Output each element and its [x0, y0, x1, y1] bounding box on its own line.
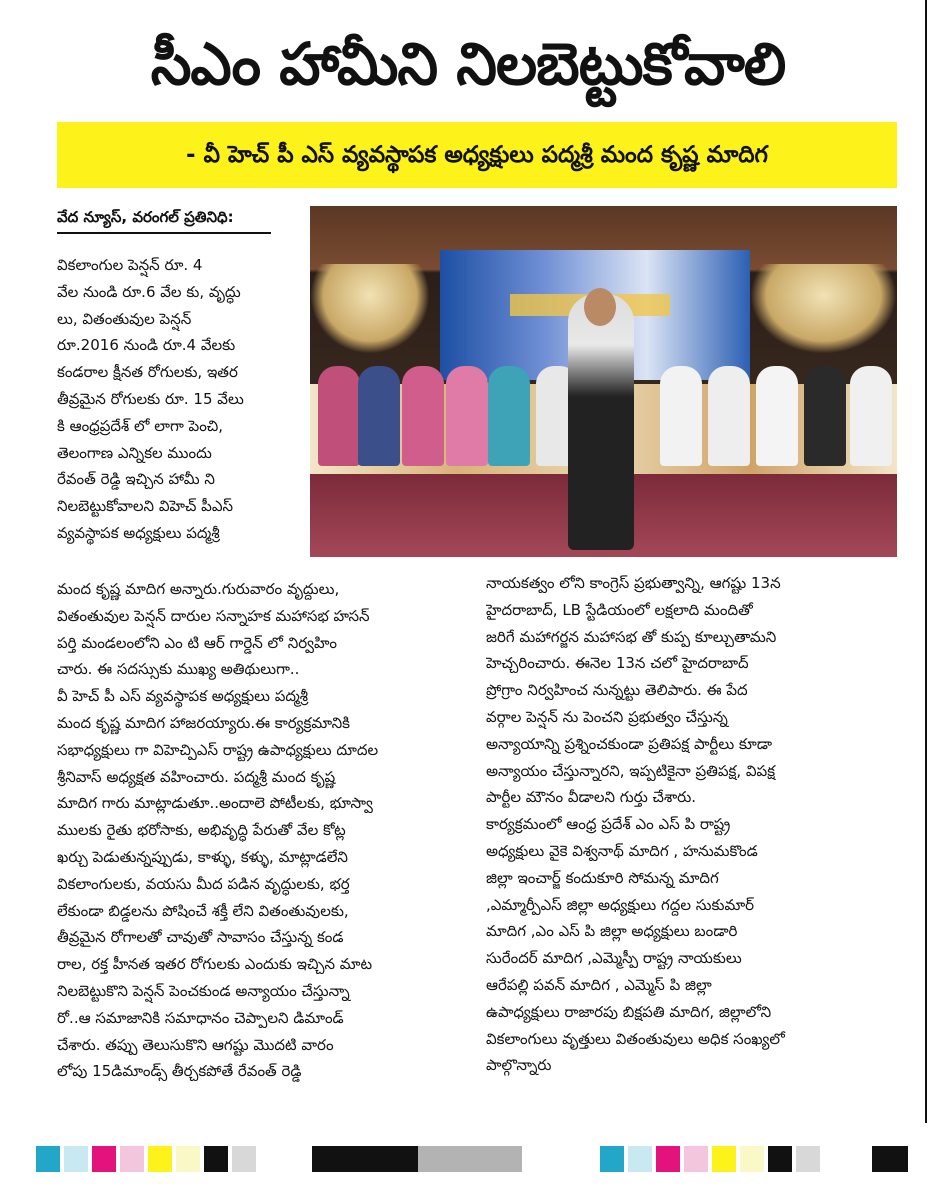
- decor-umbrella-right: [750, 264, 897, 354]
- color-swatch: [148, 1146, 172, 1172]
- color-swatch: [712, 1146, 736, 1172]
- text-line: శ్రీనివాస్ అధ్యక్షత వహించారు. పద్మశ్రీ మంద కృష్ణ: [57, 767, 336, 786]
- color-swatch: [92, 1146, 116, 1172]
- text-line: తీవ్రమైన రోగాలతో చావుతో సావాసం చేస్తున్న కండ: [57, 928, 344, 947]
- text-line: పర్తి మండలంలోని ఎం టి ఆర్ గార్డెన్ లో నిర్వహిం: [57, 633, 337, 652]
- text-line: కి ఆంధ్రప్రదేశ్ లో లాగా పెంచి,: [57, 416, 224, 435]
- text-line: సభాధ్యక్షులు గా విహెచ్పిఎస్ రాష్ట్ర ఉపాధ్యక్షులు దూదల: [57, 740, 379, 759]
- seated-guest: [318, 366, 360, 466]
- byline: వేద న్యూస్, వరంగల్ ప్రతినిధి:: [57, 206, 271, 234]
- color-swatch: [36, 1146, 60, 1172]
- color-swatch: [64, 1146, 88, 1172]
- seated-guest: [446, 366, 488, 466]
- headline: సీఎం హామీని నిలబెట్టుకోవాలి: [150, 30, 786, 98]
- seated-guest: [660, 366, 702, 466]
- text-line: మంద కృష్ణ మాదిగ హాజరయ్యారు.ఈ కార్యక్రమానికి: [57, 713, 350, 732]
- color-swatch: [628, 1146, 652, 1172]
- article-column-2b: [486, 570, 896, 1115]
- text-line: వికలాంగుల పెన్షన్ రూ. 4: [57, 256, 203, 274]
- speaker-with-microphone: [568, 294, 634, 550]
- text-line: ఆరేపల్లి పవన్ మాదిగ , ఎమ్మెస్ పి జిల్లా: [486, 975, 712, 994]
- text-line: తెలంగాణ ఎన్నికల ముందు: [57, 443, 212, 462]
- text-line: మాదిగ గారు మాట్లాడుతూ..అందాలె పోటీలకు, భూస్వా: [57, 794, 373, 813]
- text-line: జరిగే మహాగర్జన మహాసభ తో కుప్ప కూల్చుతామని: [486, 627, 777, 646]
- text-line: మాదిగ ,ఎం ఎస్ పి జిల్లా అధ్యక్షులు బండారి: [486, 922, 738, 941]
- seated-guest: [402, 366, 444, 466]
- text-line: లోపు 15డిమాండ్స్ తీర్చకపోతే రేవంత్ రెడ్డి: [57, 1062, 302, 1081]
- text-line: రేవంత్ రెడ్డి ఇచ్చిన హామీ ని: [57, 470, 215, 489]
- text-line: నాయకత్వం లోని కాంగ్రెస్ ప్రభుత్వాన్ని, ఆగష్టు 13న: [486, 574, 781, 592]
- text-line: కార్యక్రమంలో ఆంధ్ర ప్రదేశ్ ఎం ఎస్ పి రాష్ట్ర: [486, 815, 731, 834]
- color-swatch: [232, 1146, 256, 1172]
- text-line: పార్టీల మౌనం వీడాలని గుర్తు చేశారు.: [486, 788, 697, 807]
- text-line: జిల్లా ఇంచార్జ్ కందుకూరి సోమన్న మాదిగ: [486, 868, 719, 887]
- text-line: వికలాంగులు వృత్తులు వితంతువులు అధిక సంఖ్యలో: [486, 1029, 785, 1048]
- text-line: ఖర్చు పెడుతున్నప్పుడు, కాళ్ళు, కళ్ళు, మాట్లాడలేని: [57, 847, 348, 866]
- color-swatch: [796, 1146, 820, 1172]
- text-line: చారు. ఈ సదస్సుకు ముఖ్య అతిథులుగా..: [57, 660, 300, 679]
- article-column-1: [57, 252, 302, 577]
- text-line: హైదరాబాద్, LB స్టేడియంలో లక్షలాది మందితో: [486, 600, 753, 619]
- event-photo: [310, 206, 897, 557]
- text-line: నిలబెట్టుకొని పెన్షన్ పెంచకుండ అన్యాయం చేస్తున్నా: [57, 981, 350, 1000]
- color-block: [418, 1146, 522, 1172]
- text-line: రూ.2016 నుండి రూ.4 వేలకు: [57, 336, 236, 355]
- text-line: తీవ్రమైన రోగులకు రూ. 15 వేలు: [57, 389, 244, 408]
- text-line: అన్యాయాన్ని ప్రశ్నించకుండా ప్రతిపక్ష పార్టీలు కూడా: [486, 734, 773, 753]
- text-line: నిలబెట్టుకోవాలని విహెచ్ పీఎస్: [57, 497, 234, 516]
- color-swatch: [656, 1146, 680, 1172]
- text-line: వితంతువుల పెన్షన్ దారుల సన్నాహక మహాసభ హసన్: [57, 606, 370, 625]
- text-line: రో..ఆ సమాజానికి సమాధానం చెప్పాలని డిమాండ్: [57, 1008, 344, 1027]
- color-swatch: [176, 1146, 200, 1172]
- color-swatch: [684, 1146, 708, 1172]
- color-swatch: [204, 1146, 228, 1172]
- text-line: ములకు రైతు భరోసాకు, అభివృద్ధి పేరుతో వేల కోట్ల: [57, 821, 346, 840]
- text-line: పాల్గొన్నారు: [486, 1056, 552, 1075]
- text-line: వ్యవస్థాపక అధ్యక్షులు పద్మశ్రీ: [57, 523, 220, 542]
- seated-guest: [804, 366, 846, 466]
- seated-guest: [358, 366, 400, 466]
- seated-guest: [708, 366, 750, 466]
- color-block: [312, 1146, 418, 1172]
- text-line: వీ హెచ్ పీ ఎస్ వ్యవస్థాపక అధ్యక్షులు పద్మశ్రీ: [57, 687, 309, 706]
- text-line: వికలాంగులకు, వయసు మీద పడిన వృద్ధులకు, భర్త: [57, 874, 350, 893]
- text-line: ప్రోగ్రాం నిర్వహించ నున్నట్టు తెలిపారు. ఈ పేద: [486, 681, 748, 700]
- text-line: వేల నుండి రూ.6 వేల కు, వృద్ధు: [57, 282, 241, 301]
- text-line: అధ్యక్షులు వైకె విశ్వనాథ్ మాదిగ , హనుమకొండ: [486, 841, 758, 860]
- text-line: చేశారు. తప్పు తెలుసుకొని ఆగష్టు మొదటి వారం: [57, 1035, 334, 1054]
- text-line: హెచ్చరించారు. ఈనెల 13న చలో హైదరాబాద్: [486, 654, 749, 673]
- color-swatch: [600, 1146, 624, 1172]
- text-line: లు, వితంతువుల పెన్షన్: [57, 309, 192, 328]
- subheadline: - వీ హెచ్ పీ ఎస్ వ్యవస్థాపక అధ్యక్షులు పద్మశ్రీ మంద కృష్ణ మాదిగ: [57, 122, 897, 188]
- color-swatch: [120, 1146, 144, 1172]
- color-swatch: [768, 1146, 792, 1172]
- text-line: ఉపాధ్యక్షులు రాజారపు బిక్షపతి మాదిగ, జిల్లాలోని: [486, 1002, 772, 1021]
- decor-umbrella-left: [310, 264, 430, 354]
- seated-guest: [850, 366, 892, 466]
- text-line: రాల, రక్త హీనత ఇతర రోగులకు ఎందుకు ఇచ్చిన మాట: [57, 955, 373, 974]
- text-line: ,ఎమ్మార్పీఎస్ జిల్లా అధ్యక్షులు గద్దల సుకుమార్: [486, 895, 755, 914]
- article-column-2a: [57, 576, 469, 1116]
- color-swatch: [740, 1146, 764, 1172]
- text-line: అన్యాయం చేస్తున్నారని, ఇప్పటికైనా ప్రతిపక్ష, విపక్ష: [486, 761, 776, 780]
- color-block: [872, 1146, 908, 1172]
- page-edge-rule: [925, 0, 927, 1123]
- text-line: మంద కృష్ణ మాదిగ అన్నారు.గురువారం వృద్దులు,: [57, 580, 340, 598]
- text-line: వర్గాల పెన్షన్ ను పెంచని ప్రభుత్వం చేస్తున్న: [486, 707, 728, 726]
- speaker-head: [584, 288, 616, 326]
- seated-guest: [488, 366, 530, 466]
- text-line: లేకుండా బిడ్డలను పోషించే శక్తీ లేని వితంతువులకు,: [57, 901, 349, 920]
- text-line: సురేందర్ మాదిగ ,ఎమ్మెస్పీ రాష్ట్ర నాయకులు: [486, 949, 742, 968]
- seated-guest: [756, 366, 798, 466]
- text-line: కండరాల క్షీనత రోగులకు, ఇతర: [57, 363, 238, 382]
